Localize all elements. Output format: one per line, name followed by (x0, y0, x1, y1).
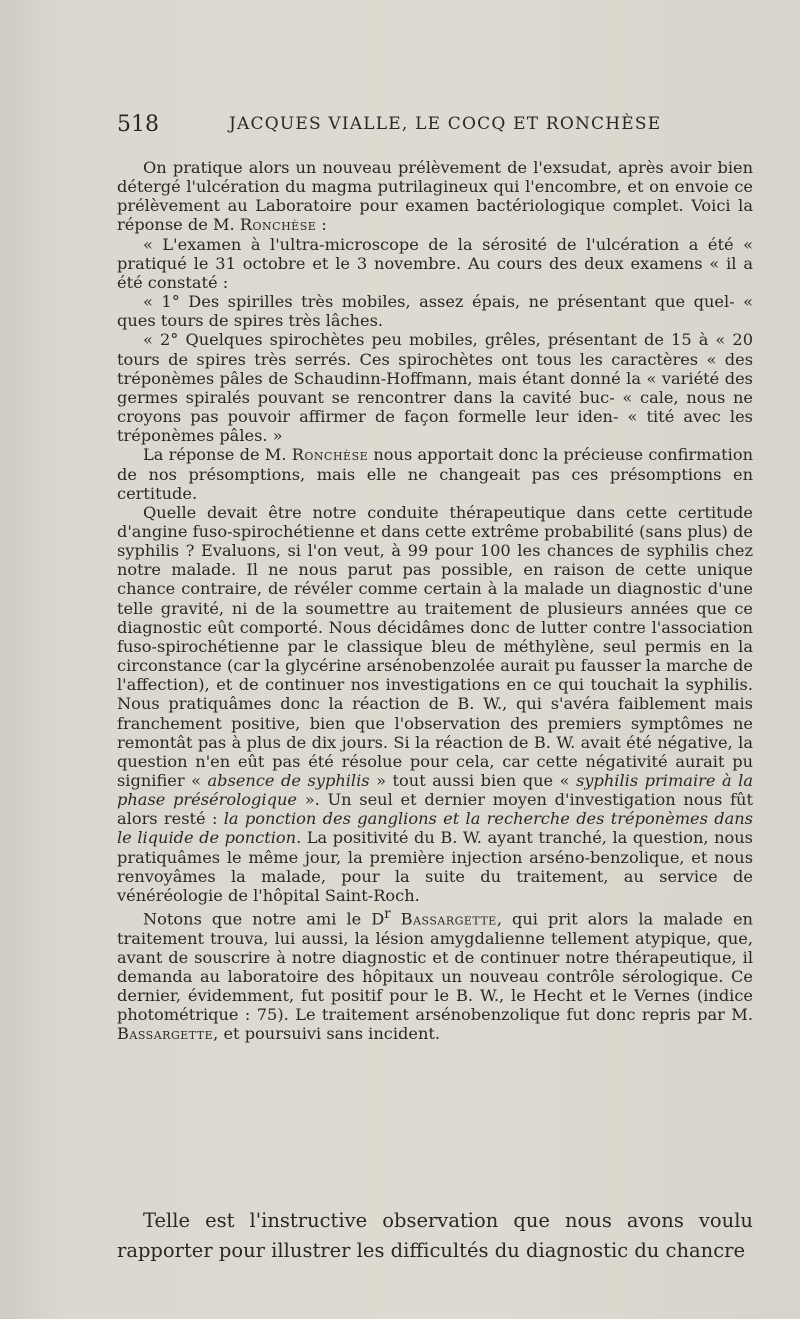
paragraph-confirmation: La réponse de M. Ronchèse nous apportait donc la précieuse confirmation de nos présomptions, mais elle ne changeait pas ces présomptions en certitude. (117, 445, 753, 503)
italic-phrase: syphilis primaire à la phase présérologique (117, 771, 753, 810)
quote-paragraph-spirochetes: « 2° Quelques spirochètes peu mobiles, grêles, présentant de 15 à « 20 tours de spires très serrés. Ces spirochètes ont tous les caractères « des tréponèmes pâles de Schaudinn-Hoffmann, mais étant donné la « variété des germes spiralés pouvant se rencontrer dans la cavité buc- « cale, nous ne croyons pas pouvoir affirmer de façon formelle leur iden- « tité avec les tréponèmes pâles. » (117, 330, 753, 446)
page-number: 518 (117, 112, 159, 137)
closing-paragraph: Telle est l'instructive observation que nous avons voulu rapporter pour illustrer les difficultés du diagnostic du chancre (117, 1209, 753, 1262)
body-text (117, 158, 753, 1044)
running-head: JACQUES VIALLE, LE COCQ ET RONCHÈSE (229, 114, 662, 134)
author-name: Ronchèse (239, 215, 317, 235)
paragraph-sample-collection: On pratique alors un nouveau prélèvement de l'exsudat, après avoir bien détergé l'ulcération du magma putrilagineux qui l'encombre, et on envoie ce prélèvement au Laboratoire pour examen bactériologique complet. Voici la réponse de M. Ronchèse : (117, 158, 753, 235)
author-name: Bassargette (117, 1024, 214, 1044)
italic-phrase: la ponction des ganglions et la recherche des tréponèmes dans le liquide de ponction. (117, 809, 753, 848)
quote-paragraph-spirilles: « 1° Des spirilles très mobiles, assez épais, ne présentant que quel- « ques tours de spires très lâches. (117, 292, 753, 331)
page-header (117, 112, 697, 137)
author-name: Bassargette (400, 909, 497, 929)
paragraph-therapeutic-conduct: Quelle devait être notre conduite thérapeutique dans cette certitude d'angine fuso-spirochétienne et dans cette extrême probabilité (sans plus) de syphilis ? Evaluons, si l'on veut, à 99 pour 100 les chances de syphilis chez notre malade. Il ne nous parut pas possible, en raison de cette unique chance contraire, de révéler comme certain à la malade un diagnostic d'une telle gravité, ni de la soumettre au traitement de plusieurs années que ce diagnostic eût comporté. Nous décidâmes donc de lutter contre l'association fuso-spirochétienne par le classique bleu de méthylène, seul permis en la circonstance (car la glycérine arsénobenzolée aurait pu fausser la marche de l'affection), et de continuer nos investigations en ce qui touchait la syphilis. Nous pratiquâmes donc la réaction de B. W., qui s'avéra faiblement mais franchement positive, bien que l'observation des premiers symptômes ne remontât pas à plus de dix jours. Si la réaction de B. W. avait été négative, la question n'en eût pas été résolue pour cela, car cette négativité aurait pu signifier « absence de syphilis » tout aussi bien que « syphilis primaire à la phase présérologique ». Un seul et dernier moyen d'investigation nous fût alors resté : la ponction des ganglions et la recherche des tréponèmes dans le liquide de ponction. La positivité du B. W. ayant tranché, la question, nous pratiquâmes le même jour, la première injection arséno-benzolique, et nous renvoyâmes la malade, pour la suite du traitement, au service de vénéréologie de l'hôpital Saint-Roch. (117, 502, 753, 905)
italic-phrase: absence de syphilis (207, 771, 370, 790)
author-name: Ronchèse (291, 445, 369, 465)
paragraph-bassargette: Notons que notre ami le $D^r$ Bassargette, qui prit alors la malade en traitement trouva, lui aussi, la lésion amygdalienne tellement atypique, que, avant de souscrire à notre diagnostic et de continuer notre thérapeutique, il demanda au laboratoire des hôpitaux un nouveau contrôle sérologique. Ce dernier, évidemment, fut positif pour le B. W., le Hecht et le Vernes (indice photométrique : 75). Le traitement arsénobenzolique fut donc repris par M. Bassargette, et poursuivi sans incident. (117, 906, 753, 1044)
quote-paragraph-exam: « L'examen à l'ultra-microscope de la sérosité de l'ulcération a été « pratiqué le 31 octobre et le 3 novembre. Au cours des deux examens « il a été constaté : (117, 234, 753, 292)
